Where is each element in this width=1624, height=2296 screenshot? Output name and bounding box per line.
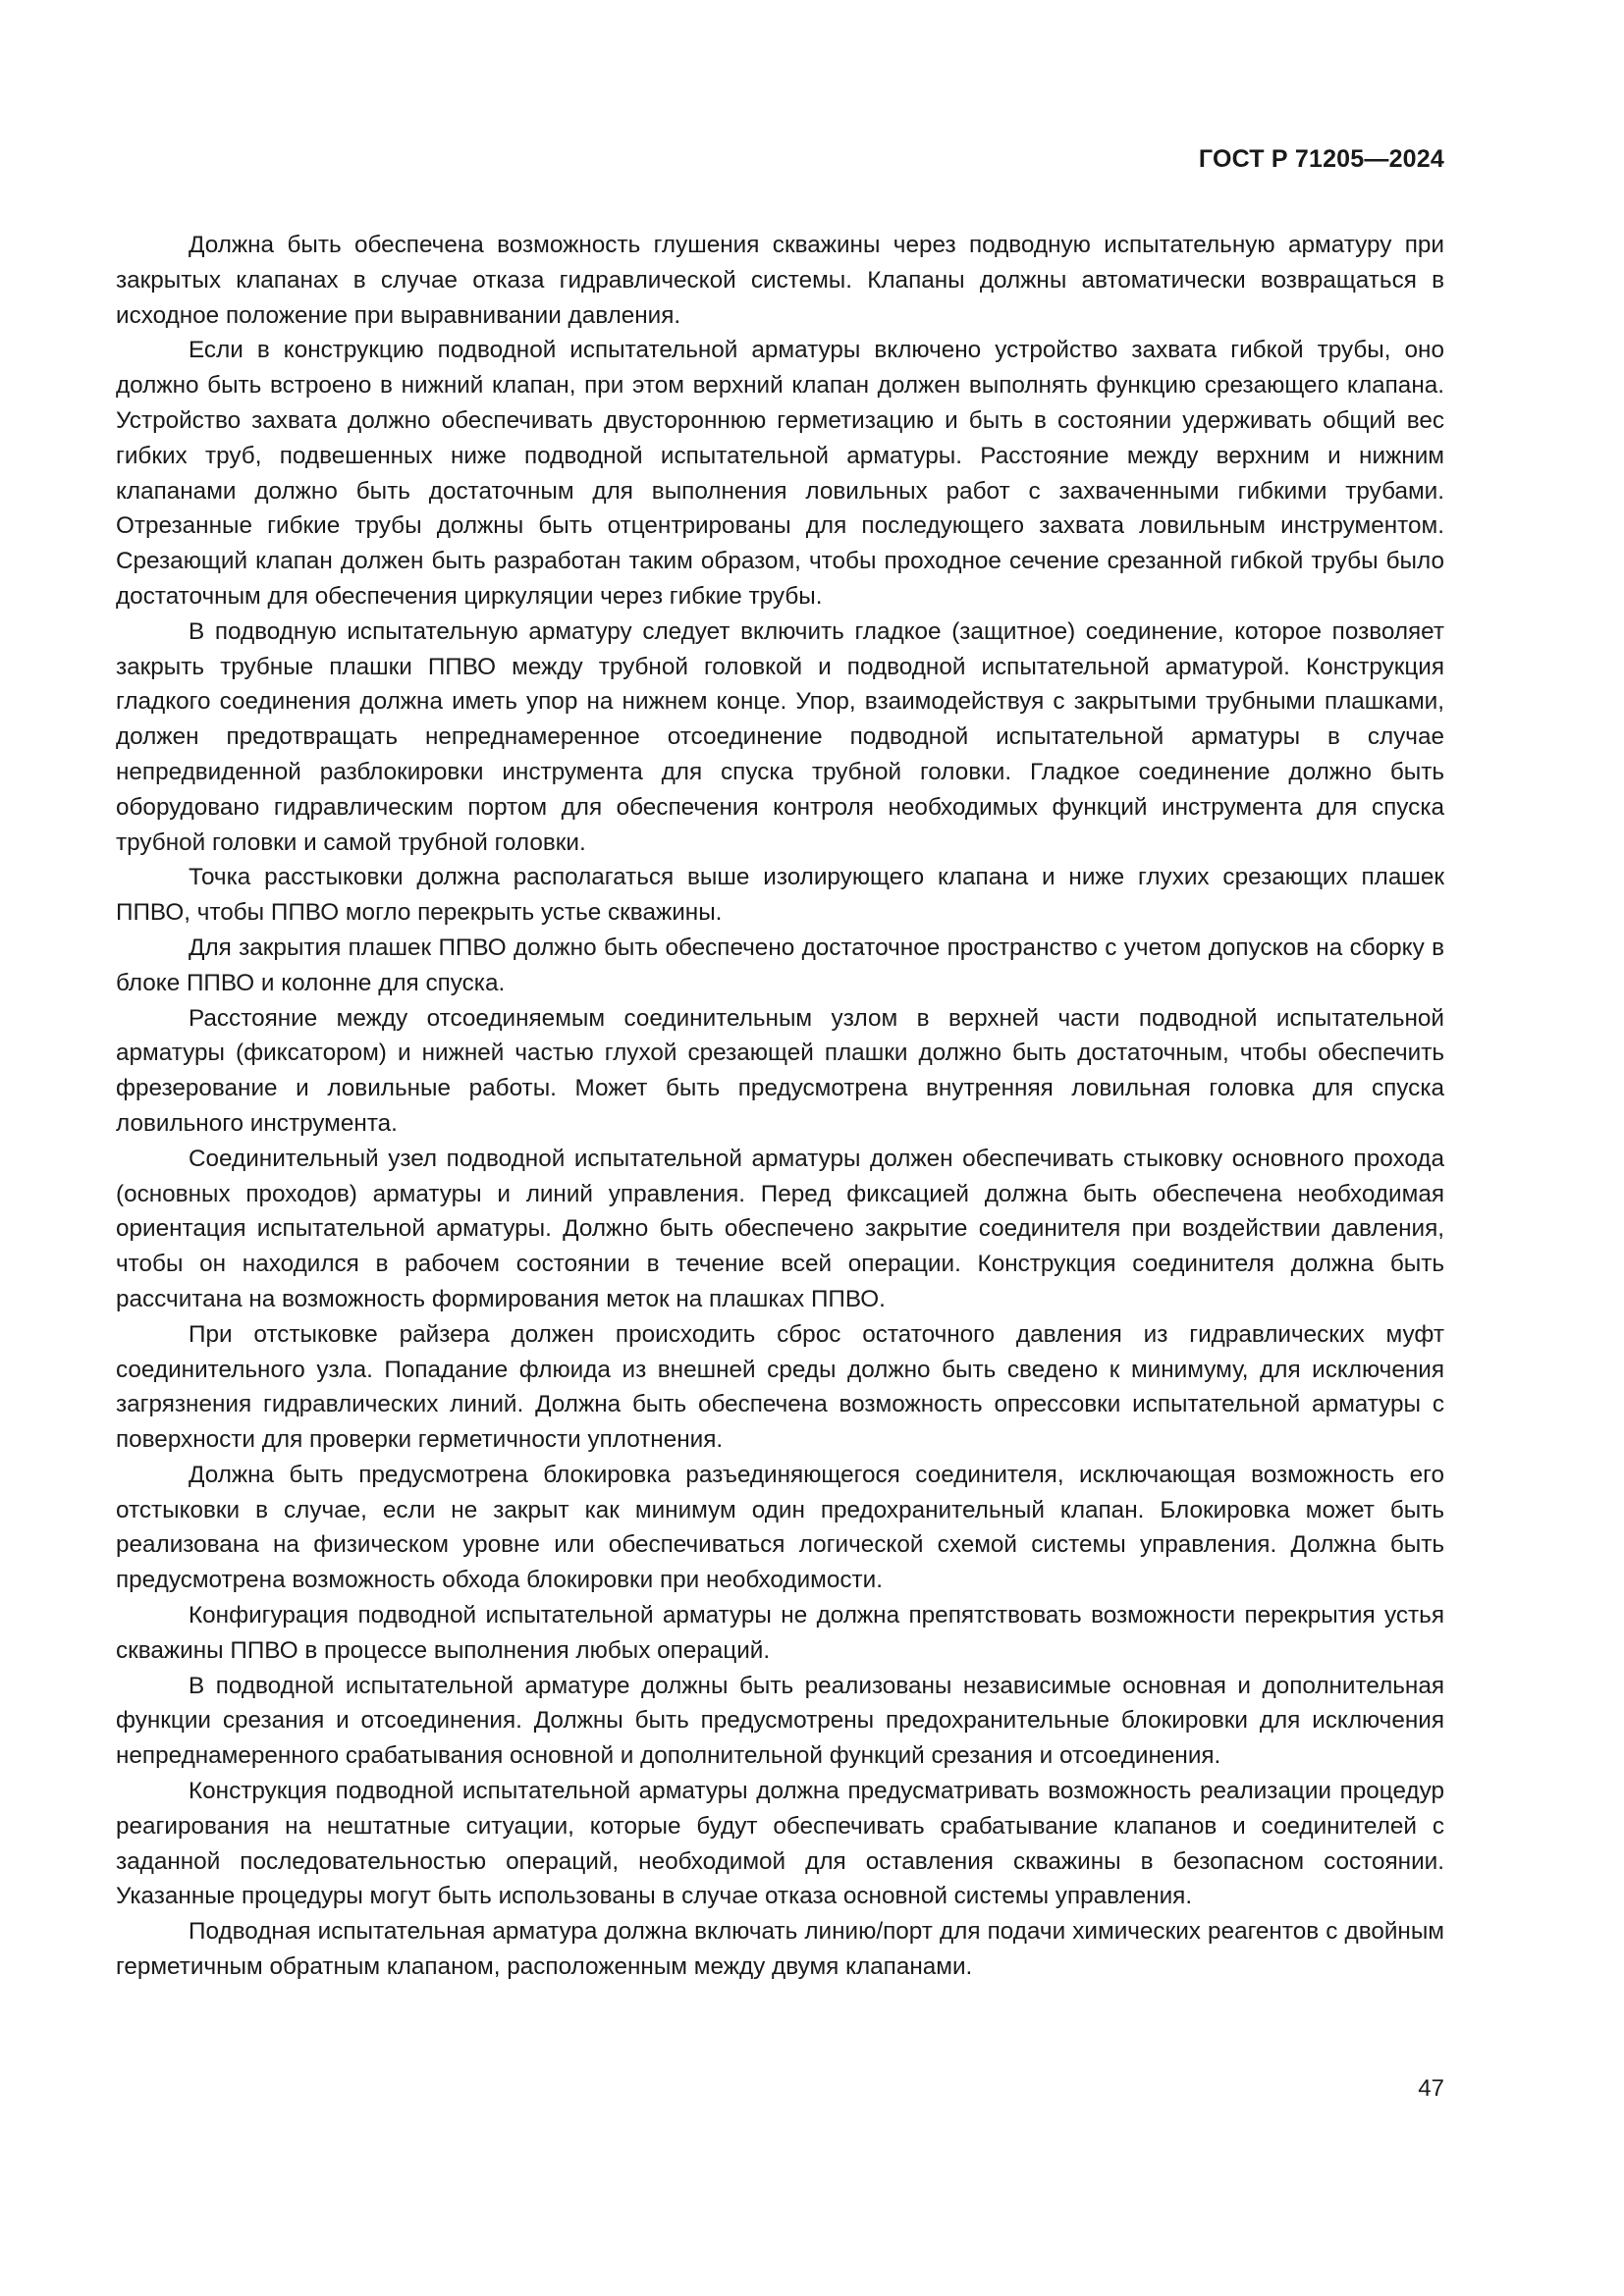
paragraph: В подводной испытательной арматуре должны быть реализованы независимые основная и дополнительная функции срезания и отсоединения. Должны быть предусмотрены предохранительные блокировки для исключения непреднамеренного срабатывания основной и дополнительной функций срезания и отсоединения. [116, 1672, 1444, 1770]
paragraph: Должна быть предусмотрена блокировка разъединяющегося соединителя, исключающая возможность его отстыковки в случае, если не закрыт как минимум один предохранительный клапан. Блокировка может быть реализована на физическом уровне или обеспечиваться логической схемой системы управления. Должна быть предусмотрена возможность обхода блокировки при необходимости. [116, 1461, 1444, 1594]
paragraph: Для закрытия плашек ППВО должно быть обеспечено достаточное пространство с учетом допусков на сборку в блоке ППВО и колонне для спуска. [116, 934, 1444, 996]
document-body [116, 228, 1444, 1985]
paragraph: При отстыковке райзера должен происходить сброс остаточного давления из гидравлических муфт соединительного узла. Попадание флюида из внешней среды должно быть сведено к минимуму, для исключения загрязнения гидравлических линий. Должна быть обеспечена возможность опрессовки испытательной арматуры с поверхности для проверки герметичности уплотнения. [116, 1320, 1444, 1454]
paragraph: В подводную испытательную арматуру следует включить гладкое (защитное) соединение, которое позволяет закрыть трубные плашки ППВО между трубной головкой и подводной испытательной арматурой. Конструкция гладкого соединения должна иметь упор на нижнем конце. Упор, взаимодействуя с закрытыми трубными плашками, должен предотвращать непреднамеренное отсоединение подводной испытательной арматуры в случае непредвиденной разблокировки инструмента для спуска трубной головки. Гладкое соединение должно быть оборудовано гидравлическим портом для обеспечения контроля необходимых функций инструмента для спуска трубной головки и самой трубной головки. [116, 617, 1444, 856]
paragraph: Точка расстыковки должна располагаться выше изолирующего клапана и ниже глухих срезающих плашек ППВО, чтобы ППВО могло перекрыть устье скважины. [116, 864, 1444, 927]
page-number: 47 [1418, 2075, 1444, 2102]
paragraph: Конфигурация подводной испытательной арматуры не должна препятствовать возможности перекрытия устья скважины ППВО в процессе выполнения любых операций. [116, 1602, 1444, 1664]
document-number-header: ГОСТ Р 71205—2024 [1198, 145, 1444, 173]
paragraph: Если в конструкцию подводной испытательной арматуры включено устройство захвата гибкой трубы, оно должно быть встроено в нижний клапан, при этом верхний клапан должен выполнять функцию срезающего клапана. Устройство захвата должно обеспечивать двустороннюю герметизацию и быть в состоянии удерживать общий вес гибких труб, подвешенных ниже подводной испытательной арматуры. Расстояние между верхним и нижним клапанами должно быть достаточным для выполнения ловильных работ с захваченными гибкими трубами. Отрезанные гибкие трубы должны быть отцентрированы для последующего захвата ловильным инструментом. Срезающий клапан должен быть разработан таким образом, чтобы проходное сечение срезанной гибкой трубы было достаточным для обеспечения циркуляции через гибкие трубы. [116, 337, 1444, 610]
paragraph: Должна быть обеспечена возможность глушения скважины через подводную испытательную арматуру при закрытых клапанах в случае отказа гидравлической системы. Клапаны должны автоматически возвращаться в исходное положение при выравнивании давления. [116, 232, 1444, 329]
paragraph: Расстояние между отсоединяемым соединительным узлом в верхней части подводной испытательной арматуры (фиксатором) и нижней частью глухой срезающей плашки должно быть достаточным, чтобы обеспечить фрезерование и ловильные работы. Может быть предусмотрена внутренняя ловильная головка для спуска ловильного инструмента. [116, 1004, 1444, 1137]
paragraph: Конструкция подводной испытательной арматуры должна предусматривать возможность реализации процедур реагирования на нештатные ситуации, которые будут обеспечивать срабатывание клапанов и соединителей с заданной последовательностью операций, необходимой для оставления скважины в безопасном состоянии. Указанные процедуры могут быть использованы в случае отказа основной системы управления. [116, 1778, 1444, 1910]
paragraph: Соединительный узел подводной испытательной арматуры должен обеспечивать стыковку основного прохода (основных проходов) арматуры и линий управления. Перед фиксацией должна быть обеспечена необходимая ориентация испытательной арматуры. Должно быть обеспечено закрытие соединителя при воздействии давления, чтобы он находился в рабочем состоянии в течение всей операции. Конструкция соединителя должна быть рассчитана на возможность формирования меток на плашках ППВО. [116, 1145, 1444, 1312]
paragraph: Подводная испытательная арматура должна включать линию/порт для подачи химических реагентов с двойным герметичным обратным клапаном, расположенным между двумя клапанами. [116, 1918, 1444, 1981]
